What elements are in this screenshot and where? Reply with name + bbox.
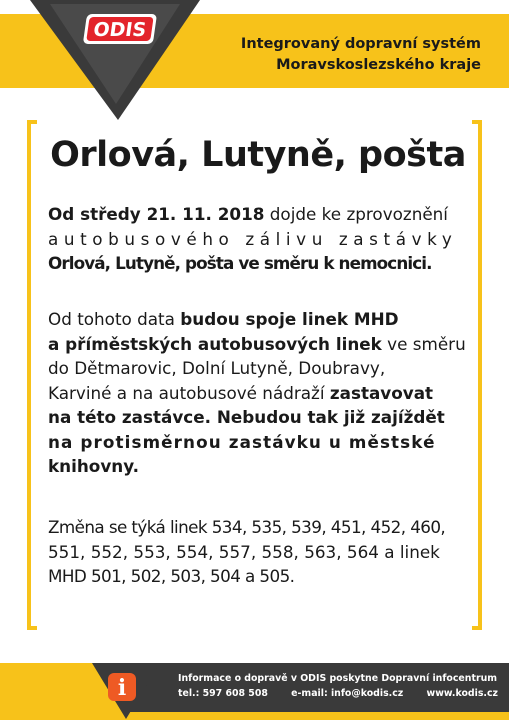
opening-date: Od středy 21. 11. 2018 xyxy=(48,204,265,224)
odis-logo-text: ODIS xyxy=(91,18,148,41)
organization-title xyxy=(241,34,481,76)
paragraph-affected-lines: Změna se týká linek 534, 535, 539, 451, 452, 460, 551, 552, 553, 554, 557, 558, 563, 564 a linek MHD 501, 502, 503, 504 a 505. xyxy=(48,517,446,586)
footer-web[interactable]: www.kodis.cz xyxy=(426,688,498,699)
left-bracket xyxy=(26,120,38,630)
footer-phone: tel.: 597 608 508 xyxy=(178,688,268,699)
header xyxy=(0,0,509,122)
organization-line-2: Moravskoslezského kraje xyxy=(276,57,481,73)
footer-info-line: Informace o dopravě v ODIS poskytne Dopravní infocentrum xyxy=(178,673,498,684)
footer-contact xyxy=(178,671,498,701)
odis-logo xyxy=(83,14,157,44)
stop-direction: Orlová, Lutyně, pošta ve směru k nemocnici. xyxy=(48,253,432,273)
organization-line-1: Integrovaný dopravní systém xyxy=(240,36,481,52)
paragraph-opening-date: Od středy 21. 11. 2018 dojde ke zprovoznění autobusového zálivu zastávky Orlová, Lutyně, pošta ve směru k nemocnici. xyxy=(48,204,458,273)
svg-text:i: i xyxy=(117,675,127,701)
stop-title: Orlová, Lutyně, pošta xyxy=(50,135,466,175)
right-bracket xyxy=(471,120,483,630)
notice-body xyxy=(48,132,468,586)
paragraph-routing: Od tohoto data budou spoje linek MHD a příměstských autobusových linek ve směru do Dětmarovic, Dolní Lutyně, Doubravy, Karviné a na autobusové nádraží zastavovat na této zastávce. Nebudou tak již zajíždět na protisměrnou zastávku u městské knihovny. xyxy=(48,309,466,476)
footer-email[interactable]: e-mail: info@kodis.cz xyxy=(291,688,404,699)
info-icon xyxy=(108,673,136,701)
